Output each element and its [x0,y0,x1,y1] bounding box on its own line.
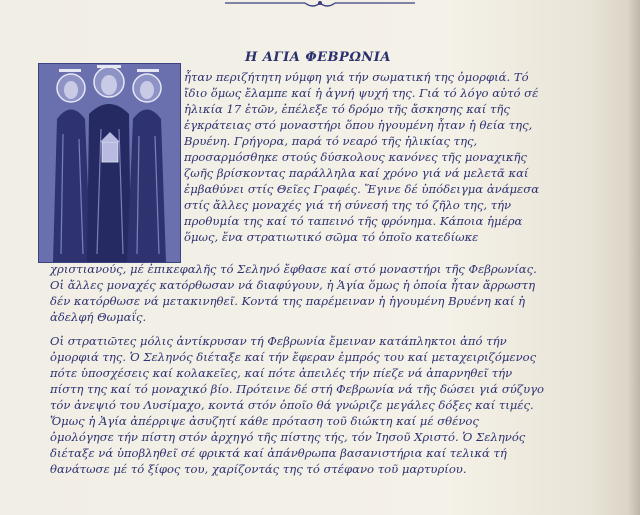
text-line: πότε ὑποσχέσεις καί κολακεῖες, καί πότε ἀπειλές τήν πίεζε νά ἀπαρνηθεῖ τήν [50,366,513,380]
text-line: χριστιανούς, μέ ἐπικεφαλῆς τό Σεληνό ἔφθασε καί στό μοναστήρι τῆς Φεβρωνίας. [50,262,537,276]
page-binding-shadow [628,0,640,515]
decorative-ornament [225,0,415,10]
text-line: ἦταν περιζήτητη νύμφη γιά τήν σωματική της ὀμορφιά. Τό [184,70,529,84]
text-line: ὀμορφιά της. Ὁ Σεληνός διέταξε καί τήν ἔφεραν ἐμπρός του καί μεταχειριζόμενος [50,350,537,364]
text-line: Βρυένη. Γρήγορα, παρά τό νεαρό τῆς ἡλικίας της, [184,134,478,148]
text-line: Οἱ ἄλλες μοναχές κατόρθωσαν νά διαφύγουν, ἡ Ἁγία ὅμως ἡ ὁποία ἦταν ἄρρωστη [50,278,536,292]
text-line: ἴδιο ὅμως ἔλαμπε καί ἡ ἁγνή ψυχή της. Γιά τό λόγο αὐτό σέ [184,86,539,100]
text-line: πίστη της καί τό μοναχικό βίο. Πρότεινε δέ στή Φεβρωνία νά τῆς δώσει γιά σύζυγο [50,382,545,396]
text-line: ἡλικία 17 ἐτῶν, ἐπέλεξε τό δρόμο τῆς ἄσκησης καί τῆς [184,102,510,116]
text-line: ἐμβαθύνει στίς Θεῖες Γραφές. Ἔγινε δέ ὑπόδειγμα ἀνάμεσα [184,182,540,196]
text-line: ἐγκράτειας στό μοναστήρι ὅπου ἡγουμένη ἦταν ἡ θεία της, [184,118,533,132]
text-line: τόν ἀνεψιό του Λυσίμαχο, κοντά στόν ὁποῖο θά γνώριζε μεγάλες δόξες καί τιμές. [50,398,534,412]
text-line: Ὅμως ἡ Ἁγία ἀπέρριψε ἀσυζητί κάθε πρόταση τοῦ διώκτη καί μέ σθένος [50,414,479,428]
text-line: Οἱ στρατιῶτες μόλις ἀντίκρυσαν τή Φεβρωνία ἔμειναν κατάπληκτοι ἀπό τήν [50,334,507,348]
text-line: ὅμως, ἕνα στρατιωτικό σῶμα τό ὁποῖο κατεδίωκε [184,230,479,244]
full-width-text [50,261,545,477]
text-line: δέν κατόρθωσε νά μετακινηθεῖ. Κοντά της παρέμειναν ἡ ἡγουμένη Βρυένη καί ἡ [50,294,526,308]
text-line: ἀδελφή Θωμαΐς. [50,310,147,324]
text-line: ζωῆς βρίσκοντας παράλληλα καί χρόνο γιά νά μελετᾶ καί [184,166,529,180]
text-line: θανάτωσε μέ τό ξίφος του, χαρίζοντάς της τό στέφανο τοῦ μαρτυρίου. [50,462,467,476]
text-line: προσαρμόσθηκε στούς δύσκολους κανόνες τῆς μοναχικῆς [184,150,527,164]
text-line: ὁμολόγησε τήν πίστη στόν ἀρχηγό τῆς πίστης τής, τόν Ἰησοῦ Χριστό. Ὁ Σεληνός [50,430,526,444]
text-line: προθυμία της καί τό ταπεινό τῆς φρόνημα. Κάποια ἡμέρα [184,214,523,228]
page-title: Η ΑΓΙΑ ΦΕΒΡΩΝΙΑ [245,50,391,65]
text-line: διέταξε νά ὑποβληθεῖ σέ φρικτά καί ἀπάνθρωπα βασανιστήρια καί τελικά τή [50,446,507,460]
saints-icon-image [38,63,181,263]
text-line: στίς ἄλλες μοναχές γιά τή σύνεσή της τό ζῆλο της, τήν [184,198,512,212]
wrapped-paragraph [184,69,539,245]
